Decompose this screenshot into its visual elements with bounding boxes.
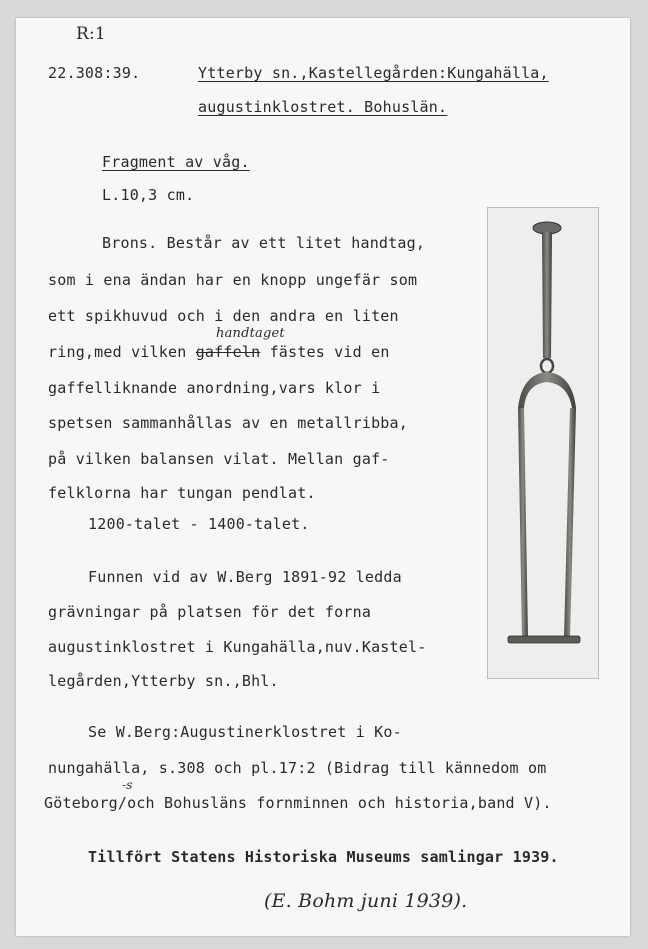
description-line-4 bbox=[48, 343, 390, 361]
struck-word: gaffeln bbox=[195, 343, 261, 361]
description-line-2: som i ena ändan har en knopp ungefär som bbox=[48, 271, 418, 289]
description-line-8: felklorna har tungan pendlat. bbox=[48, 484, 316, 502]
inserted-correction: handtaget bbox=[216, 326, 285, 341]
location-line-1: Ytterby sn.,Kastellegården:Kungahälla, bbox=[198, 64, 549, 82]
inventory-number: 22.308:39. bbox=[48, 64, 141, 82]
find-line-3: augustinklostret i Kungahälla,nuv.Kastel- bbox=[48, 638, 427, 656]
reference-line-3-start: Göteborg bbox=[44, 794, 118, 812]
fork-claw-right bbox=[564, 408, 576, 638]
reference-line-3 bbox=[44, 794, 552, 812]
card-code: R:1 bbox=[76, 24, 106, 44]
balance-fragment-image bbox=[488, 208, 598, 678]
reference-line-1: Se W.Berg:Augustinerklostret i Ko- bbox=[88, 723, 402, 741]
find-line-1: Funnen vid av W.Berg 1891-92 ledda bbox=[88, 568, 402, 586]
find-line-2: grävningar på platsen för det forna bbox=[48, 603, 372, 621]
description-line-7: på vilken balansen vilat. Mellan gaf- bbox=[48, 450, 390, 468]
object-photograph bbox=[487, 207, 599, 679]
reference-line-3-end: /och Bohusläns fornminnen och historia,band V). bbox=[117, 794, 552, 812]
handle-shaft bbox=[542, 232, 552, 358]
cross-bar bbox=[508, 636, 580, 643]
reference-insert: -s bbox=[122, 778, 133, 792]
signature: (E. Bohm juni 1939). bbox=[264, 890, 468, 912]
description-line-6: spetsen sammanhållas av en metallribba, bbox=[48, 414, 408, 432]
handle-ring bbox=[541, 359, 553, 373]
location-line-2: augustinklostret. Bohuslän. bbox=[198, 98, 448, 116]
object-length: L.10,3 cm. bbox=[102, 186, 195, 204]
description-line-4-end: fästes vid en bbox=[269, 343, 390, 361]
fork-claw-left bbox=[518, 408, 528, 638]
description-line-4-start: ring,med vilken bbox=[48, 343, 187, 361]
reference-line-2: nungahälla, s.308 och pl.17:2 (Bidrag till kännedom om bbox=[48, 759, 547, 777]
accession-note: Tillfört Statens Historiska Museums samlingar 1939. bbox=[88, 848, 559, 866]
catalog-card bbox=[16, 18, 630, 936]
dating: 1200-talet - 1400-talet. bbox=[88, 515, 310, 533]
fork-bridge bbox=[518, 372, 576, 408]
object-title: Fragment av våg. bbox=[102, 153, 250, 171]
description-line-5: gaffelliknande anordning,vars klor i bbox=[48, 379, 381, 397]
find-line-4: legården,Ytterby sn.,Bhl. bbox=[48, 672, 279, 690]
description-line-1: Brons. Består av ett litet handtag, bbox=[102, 234, 426, 252]
description-line-3: ett spikhuvud och i den andra en liten bbox=[48, 307, 399, 325]
